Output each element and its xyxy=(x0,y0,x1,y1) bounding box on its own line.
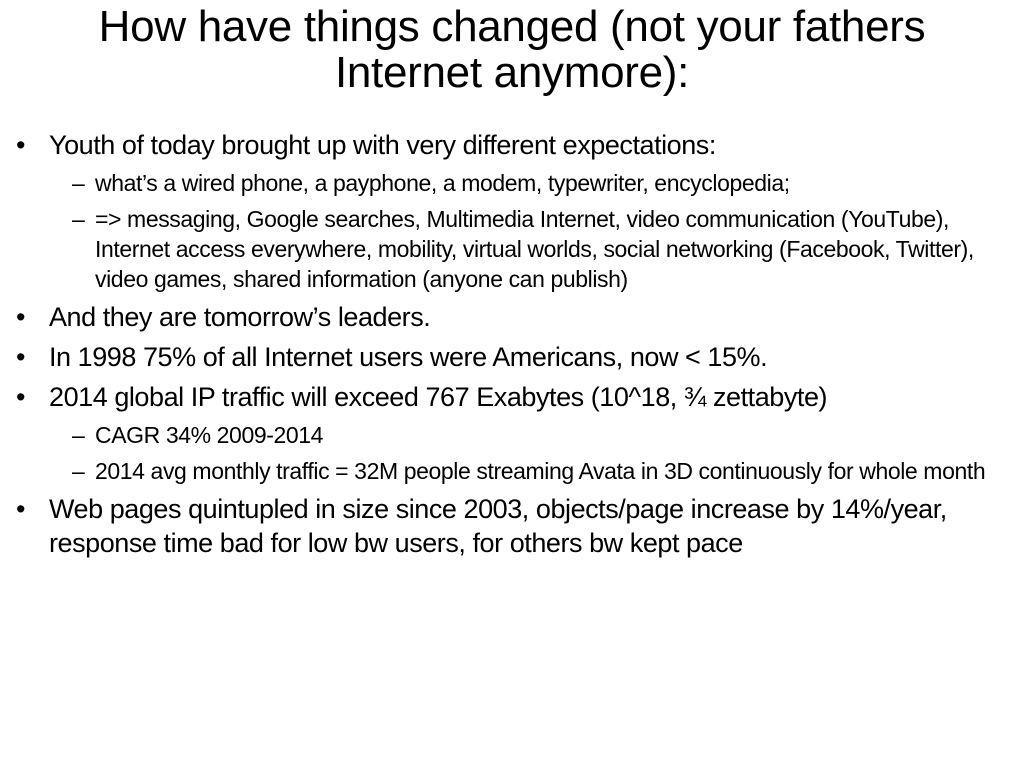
bullet-icon: • xyxy=(16,382,26,412)
bullet-text: And they are tomorrow’s leaders. xyxy=(49,302,431,332)
bullet-text: 2014 global IP traffic will exceed 767 Exabytes (10^18, ¾ zettabyte) xyxy=(49,382,828,412)
sub-bullet-text: => messaging, Google searches, Multimedia Internet, video communication (YouTube), Internet access everywhere, mobility, virtual worlds, social networking (Facebook, Twitter), video games, shared information (anyone can publish) xyxy=(95,206,974,292)
bullet-icon: • xyxy=(16,342,26,372)
bullet-item-internet-users xyxy=(16,340,1012,374)
sub-bullet-text: 2014 avg monthly traffic = 32M people streaming Avata in 3D continuously for whole month xyxy=(95,458,986,484)
sub-bullet-item xyxy=(16,204,1012,294)
bullet-item-ip-traffic xyxy=(16,380,1012,414)
dash-icon: – xyxy=(72,422,85,448)
dash-icon: – xyxy=(72,458,85,484)
bullet-item-leaders xyxy=(16,300,1012,334)
bullet-item-youth xyxy=(16,128,1012,162)
slide-body xyxy=(16,128,1012,566)
dash-icon: – xyxy=(72,206,85,232)
bullet-icon: • xyxy=(16,494,26,524)
bullet-text: Youth of today brought up with very different expectations: xyxy=(49,130,716,160)
bullet-icon: • xyxy=(16,302,26,332)
sub-bullet-text: what’s a wired phone, a payphone, a modem, typewriter, encyclopedia; xyxy=(95,170,790,196)
bullet-text: In 1998 75% of all Internet users were Americans, now < 15%. xyxy=(49,342,768,372)
sub-bullet-item xyxy=(16,168,1012,198)
dash-icon: – xyxy=(72,170,85,196)
sub-bullet-item xyxy=(16,456,1012,486)
bullet-item-web-pages xyxy=(16,492,1012,560)
sub-bullet-text: CAGR 34% 2009-2014 xyxy=(95,422,324,448)
sub-list-ip-traffic xyxy=(16,420,1012,486)
slide-title: How have things changed (not your fathers Internet anymore): xyxy=(98,2,926,97)
bullet-icon: • xyxy=(16,130,26,160)
sub-bullet-item xyxy=(16,420,1012,450)
sub-list-youth xyxy=(16,168,1012,294)
bullet-text: Web pages quintupled in size since 2003, objects/page increase by 14%/year, response time bad for low bw users, for others bw kept pace xyxy=(49,494,947,558)
